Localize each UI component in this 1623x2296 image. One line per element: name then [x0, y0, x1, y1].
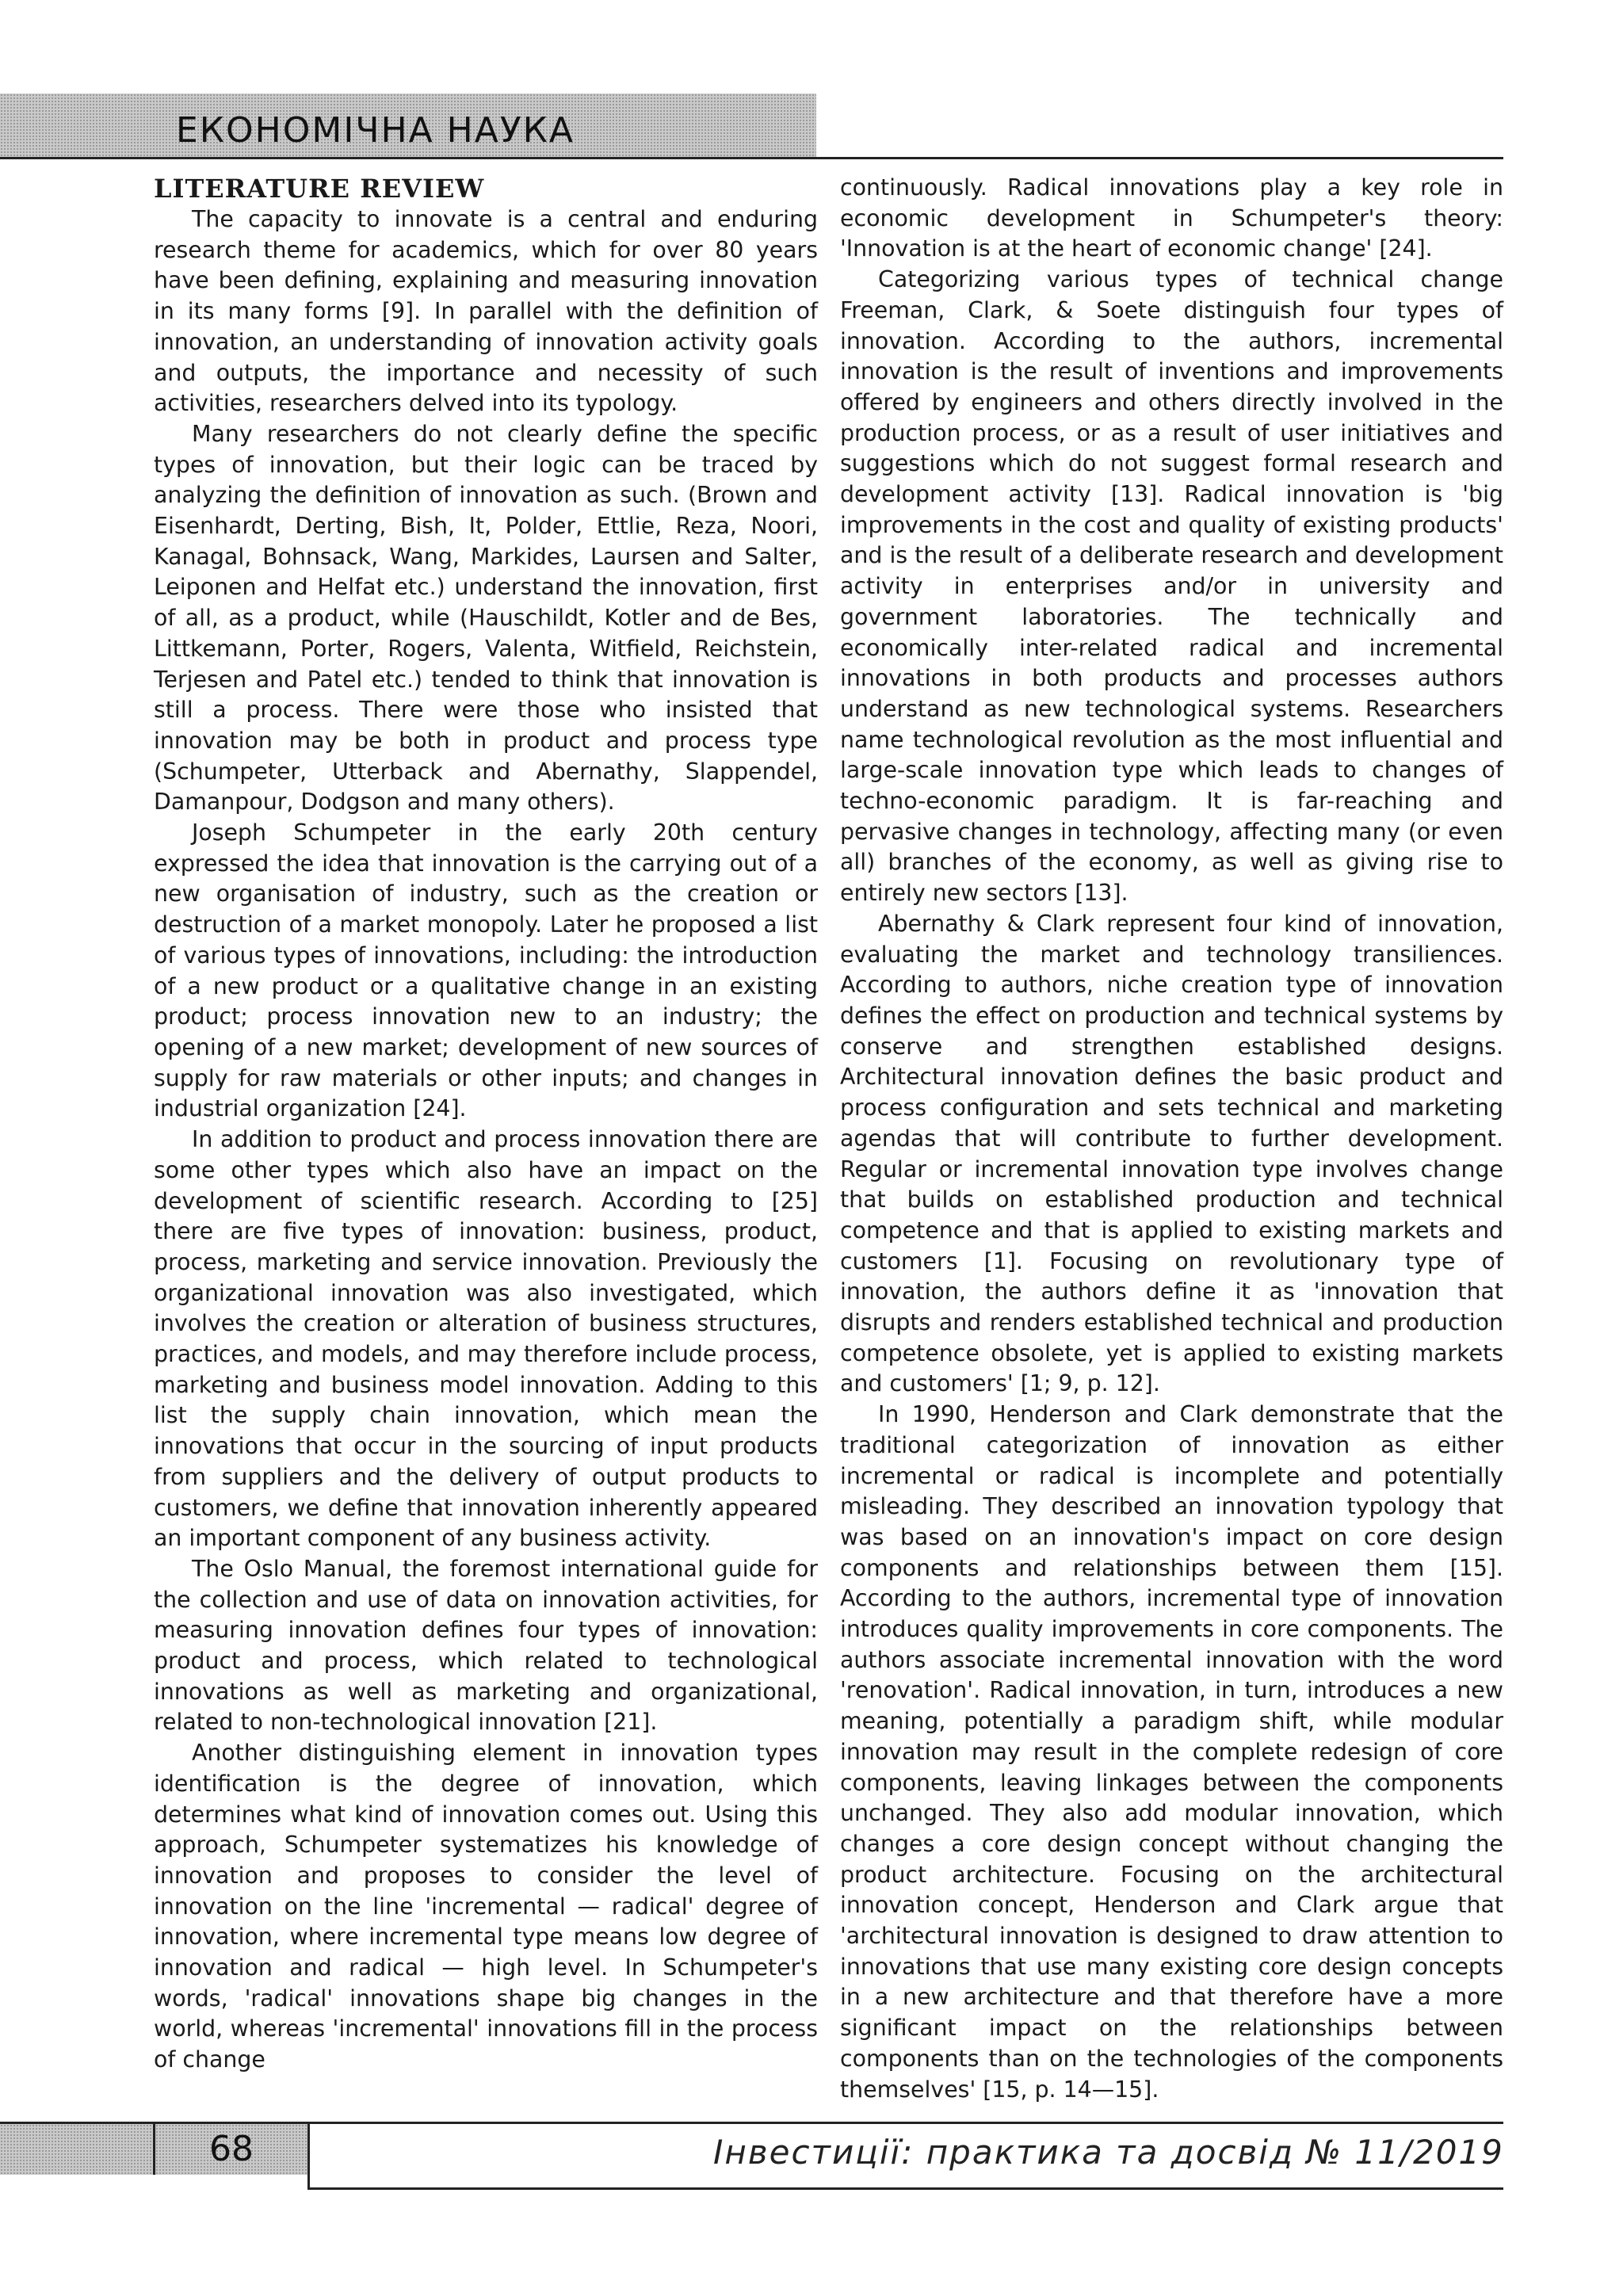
- left-column: [154, 173, 818, 2076]
- paragraph: In 1990, Henderson and Clark demonstrate that the traditional categorization of innovation as either incremental or radical is incomplete and potentially misleading. They described an innovation typology that was based on an innovation's impact on core design components and relationships between them [15]. According to the authors, incremental type of innovation introduces quality improvements in core components. The authors associate incremental innovation with the word 'renovation'. Radical innovation, in turn, introduces a new meaning, potentially a paradigm shift, while modular innovation may result in the complete redesign of core components, leaving linkages between the components unchanged. They also add modular innovation, which changes a core design concept without changing the product architecture. Focusing on the architectural innovation concept, Henderson and Clark argue that 'architectural innovation is designed to draw attention to innovations that use many existing core design concepts in a new architecture and that therefore have a more significant impact on the relationships between components than on the technologies of the components themselves' [15, p. 14—15].: [840, 1401, 1503, 2103]
- footer-rule-bottom: [307, 2187, 1503, 2190]
- paragraph: Categorizing various types of technical change Freeman, Clark, & Soete distinguish four types of innovation. According to the authors, incremental innovation is the result of inventions and improvements offered by engineers and others directly involved in the production process, or as a result of user initiatives and suggestions which do not suggest formal research and development activity [13]. Radical innovation is 'big improvements in the cost and quality of existing products' and is the result of a deliberate research and development activity in enterprises and/or in university and government laboratories. The technically and economically inter-related radical and incremental innovations in both products and processes authors understand as new technological systems. Researchers name technological revolution as the most influential and large-scale innovation type which leads to changes of techno-economic paradigm. It is far-reaching and pervasive changes in technology, affecting many (or even all) branches of the economy, as well as giving rise to entirely new sectors [13].: [840, 266, 1503, 907]
- paragraph: The Oslo Manual, the foremost international guide for the collection and use of data on innovation activities, for measuring innovation defines four types of innovation: product and process, which related to technological innovations as well as marketing and organizational, related to non-technological innovation [21].: [154, 1555, 818, 1736]
- right-column: [840, 173, 1503, 2105]
- footer-divider: [307, 2124, 310, 2190]
- section-heading: LITERATURE REVIEW: [154, 174, 485, 204]
- paragraph: Many researchers do not clearly define the specific types of innovation, but their logic can be traced by analyzing the definition of innovation as such. (Brown and Eisenhardt, Derting, Bish, It, Polder, Ettlie, Reza, Noori, Kanagal, Bohnsack, Wang, Markides, Laursen and Salter, Leiponen and Helfat etc.) understand the innovation, first of all, as a product, while (Hauschildt, Kotler and de Bes, Littkemann, Porter, Rogers, Valenta, Witfield, Reichstein, Terjesen and Patel etc.) tended to think that innovation is still a process. There were those who insisted that innovation may be both in product and process type (Schumpeter, Utterback and Abernathy, Slappendel, Damanpour, Dodgson and many others).: [154, 420, 818, 816]
- journal-title: Інвестиції: практика та досвід № 11/2019: [713, 2133, 1504, 2172]
- paragraph: Another distinguishing element in innovation types identification is the degree of innovation, which determines what kind of innovation comes out. Using this approach, Schumpeter systematizes his knowledge of innovation and proposes to consider the level of innovation on the line 'incremental — radical' degree of innovation, where incremental type means low degree of innovation and radical — high level. In Schumpeter's words, 'radical' innovations shape big changes in the world, whereas 'incremental' innovations fill in the process of change: [154, 1740, 818, 2073]
- paragraph: The capacity to innovate is a central and enduring research theme for academics, which for over 80 years have been defining, explaining and measuring innovation in its many forms [9]. In parallel with the definition of innovation, an understanding of innovation activity goals and outputs, the importance and necessity of such activities, researchers delved into its typology.: [154, 206, 818, 417]
- paragraph: Joseph Schumpeter in the early 20th century expressed the idea that innovation is the carrying out of a new organisation of industry, such as the creation or destruction of a market monopoly. Later he proposed a list of various types of innovations, including: the introduction of a new product or a qualitative change in an existing product; process innovation new to an industry; the opening of a new market; development of new sources of supply for raw materials or other inputs; and changes in industrial organization [24].: [154, 819, 818, 1122]
- paragraph: continuously. Radical innovations play a key role in economic development in Schumpeter's theory: 'Innovation is at the heart of economic change' [24].: [840, 174, 1503, 262]
- header-rule: [0, 157, 1503, 159]
- paragraph: In addition to product and process innovation there are some other types which also have an impact on the development of scientific research. According to [25] there are five types of innovation: business, product, process, marketing and service innovation. Previously the organizational innovation was also investigated, which involves the creation or alteration of business structures, practices, and models, and may therefore include process, marketing and business model innovation. Adding to this list the supply chain innovation, which mean the innovations that occur in the sourcing of input products from suppliers and the delivery of output products to customers, we define that innovation inherently appeared an important component of any business activity.: [154, 1126, 818, 1552]
- page-number: 68: [209, 2129, 254, 2169]
- section-title: ЕКОНОМІЧНА НАУКА: [176, 110, 575, 151]
- paragraph: Abernathy & Clark represent four kind of innovation, evaluating the market and technology transiliences. According to authors, niche creation type of innovation defines the effect on production and technical systems by conserve and strengthen established designs. Architectural innovation defines the basic product and process configuration and sets technical and marketing agendas that will contribute to further development. Regular or incremental innovation type involves change that builds on established production and technical competence and that is applied to existing markets and customers [1]. Focusing on revolutionary type of innovation, the authors define it as 'innovation that disrupts and renders established technical and production competence obsolete, yet is applied to existing markets and customers' [1; 9, p. 12].: [840, 910, 1503, 1397]
